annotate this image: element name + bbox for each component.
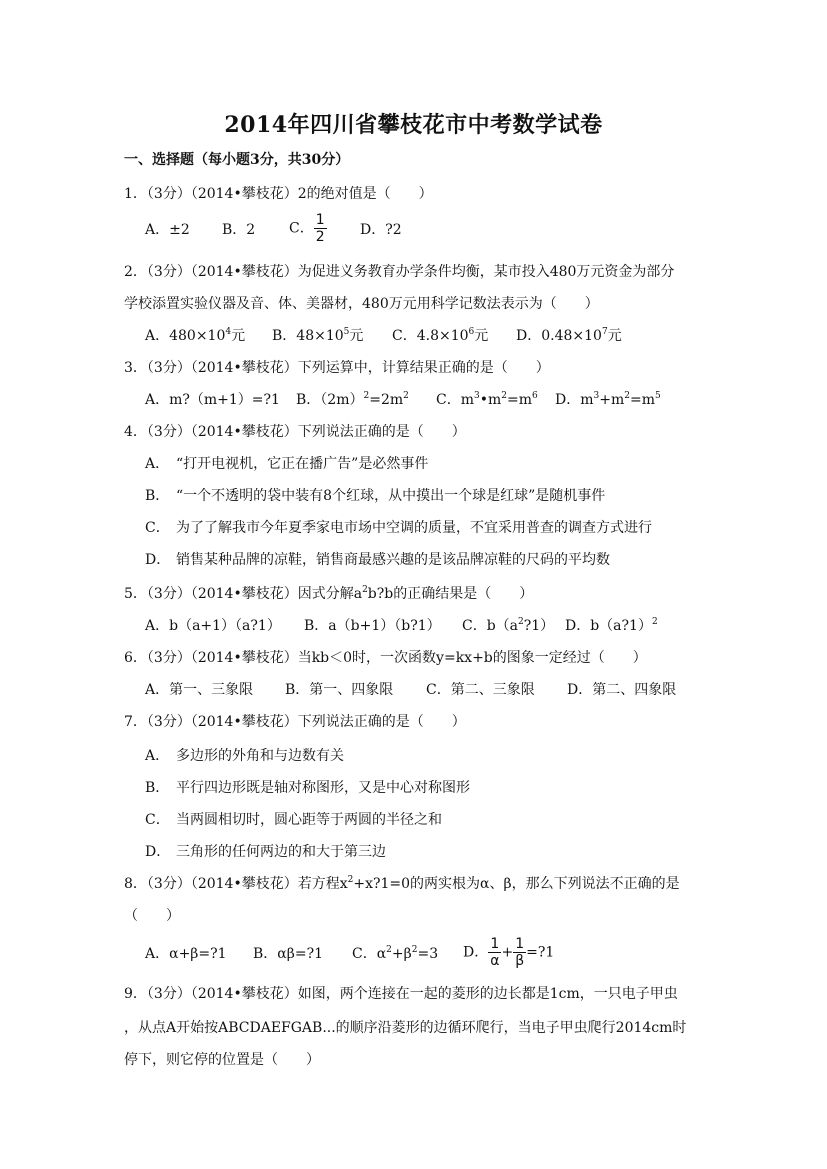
q4-option-d-label: D． <box>145 552 171 568</box>
q8-option-d: D． $\frac{1}{\alpha}$ + $\frac{1}{\beta}$ =?1 <box>463 936 555 969</box>
q5-option-b: B．a（b+1）（b?1） <box>304 618 441 634</box>
q6-option-a: A．第一、三象限 <box>145 682 254 698</box>
q8-option-c: C．$\alpha^2+\beta^2=3$ <box>352 945 439 962</box>
fraction-alpha: $\frac{1}{\alpha}$ <box>490 936 500 969</box>
q7-option-b-text: 平行四边形既是轴对称图形，又是中心对称图形 <box>176 780 470 796</box>
q6-option-d: D．第二、四象限 <box>567 682 677 698</box>
q6-option-b: B．第一、四象限 <box>285 682 394 698</box>
q6-option-c: C．第二、三象限 <box>426 682 535 698</box>
q2-option-b: B．$48\times 10^5$元 <box>272 327 364 344</box>
q3-option-a: A．m?（m+1）=?1 <box>145 392 280 408</box>
q8-option-a: A．α+β=?1 <box>145 946 227 962</box>
q8-option-b: B．αβ=?1 <box>253 946 323 962</box>
question-2-stem-line-2: 学校添置实验仪器及音、体、美器材，480万元用科学记数法表示为（ ） <box>124 296 599 312</box>
q7-option-a-label: A． <box>145 748 170 764</box>
q1-option-b: B．2 <box>222 222 256 238</box>
q5-option-c: C．$b(a^2?1)$ <box>462 617 555 634</box>
q7-option-c-text: 当两圆相切时，圆心距等于两圆的半径之和 <box>176 812 442 828</box>
q3-option-c: C．$m^3•m^2=m^6$ <box>436 391 538 408</box>
fraction-beta: $\frac{1}{\beta}$ <box>515 936 525 969</box>
q1-option-d: D．?2 <box>360 222 402 238</box>
question-9-stem-line-2: ，从点A开始按ABCDAEFGAB...的顺序沿菱形的边循环爬行，当电子甲虫爬行2014cm时 <box>124 1020 687 1036</box>
q4-option-a-text: “打开电视机，它正在播广告”是必然事件 <box>176 456 429 472</box>
q7-option-b-label: B． <box>145 780 170 796</box>
fraction: $\frac{1}{2}$ <box>315 212 325 245</box>
q1-option-c: C． $\frac{1}{2}$ <box>289 212 325 245</box>
q4-option-b-text: “一个不透明的袋中装有8个红球，从中摸出一个球是红球”是随机事件 <box>176 488 606 504</box>
q3-option-b: B．$(2m)^2=2m^2$ <box>296 391 409 408</box>
q1-option-a: A．±2 <box>145 222 190 238</box>
q2-option-c: C．$4.8\times 10^6$元 <box>392 327 489 344</box>
exam-title: 2014年四川省攀枝花市中考数学试卷 <box>224 112 603 138</box>
question-8-stem-line-2: （ ） <box>124 908 180 924</box>
q5-option-a: A．b（a+1）（a?1） <box>145 618 281 634</box>
question-1-stem: 1．（3分）（2014•攀枝花）2的绝对值是（ ） <box>124 186 433 202</box>
q7-option-d-label: D． <box>145 844 171 860</box>
question-9-stem-line-1: 9．（3分）（2014•攀枝花）如图，两个连接在一起的菱形的边长都是1cm，一只电子甲虫 <box>124 986 678 1002</box>
question-7-stem: 7．（3分）（2014•攀枝花）下列说法正确的是（ ） <box>124 714 466 730</box>
q4-option-c-label: C． <box>145 520 170 536</box>
question-3-stem: 3．（3分）（2014•攀枝花）下列运算中，计算结果正确的是（ ） <box>124 360 550 376</box>
q7-option-a-text: 多边形的外角和与边数有关 <box>176 748 344 764</box>
q4-option-a-label: A． <box>145 456 170 472</box>
question-2-stem-line-1: 2．（3分）（2014•攀枝花）为促进义务教育办学条件均衡，某市投入480万元资金为部分 <box>124 264 675 280</box>
question-5-stem: 5．（3分）（2014•攀枝花）因式分解$a^2b?b$的正确结果是（ ） <box>124 585 534 602</box>
question-9-stem-line-3: 停下，则它停的位置是（ ） <box>124 1052 320 1068</box>
q4-option-d-text: 销售某种品牌的凉鞋，销售商最感兴趣的是该品牌凉鞋的尺码的平均数 <box>176 552 610 568</box>
question-4-stem: 4．（3分）（2014•攀枝花）下列说法正确的是（ ） <box>124 424 466 440</box>
question-6-stem: 6．（3分）（2014•攀枝花）当kb＜0时，一次函数y=kx+b的图象一定经过（ ） <box>124 650 647 666</box>
section-heading: 一、选择题（每小题3分，共30分） <box>124 152 350 168</box>
q2-option-a: A．$480\times 10^4$元 <box>145 327 246 344</box>
q7-option-d-text: 三角形的任何两边的和大于第三边 <box>176 844 386 860</box>
q3-option-d: D．$m^3+m^2=m^5$ <box>555 391 661 408</box>
q4-option-b-label: B． <box>145 488 170 504</box>
question-8-stem-line-1: 8．（3分）（2014•攀枝花）若方程$x^2+x?1=0$的两实根为α、β，那么下列说法不正确的是 <box>124 875 680 892</box>
q2-option-d: D．$0.48\times 10^7$元 <box>516 327 622 344</box>
q5-option-d: D．b（a?1）$^2$ <box>565 617 658 634</box>
q7-option-c-label: C． <box>145 812 170 828</box>
q4-option-c-text: 为了了解我市今年夏季家电市场中空调的质量，不宜采用普查的调查方式进行 <box>176 520 652 536</box>
